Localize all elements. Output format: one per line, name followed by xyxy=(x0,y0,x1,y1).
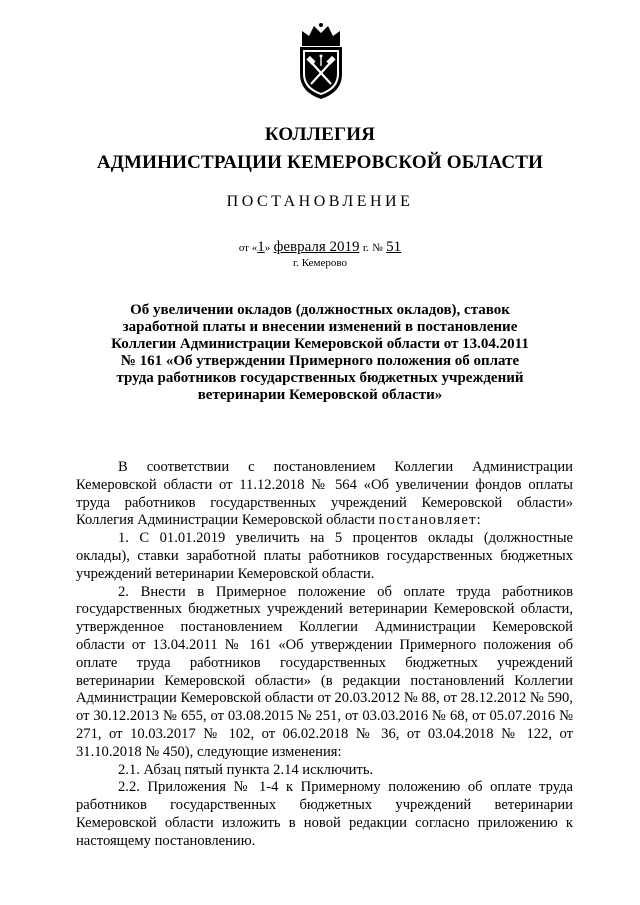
document-number: 51 xyxy=(386,239,402,255)
paragraph-preamble xyxy=(76,459,573,530)
paragraph-1: 1. С 01.01.2019 увеличить на 5 процентов оклады (должностные оклады), ставки заработной платы работников государственных бюджетных учреждений ветеринарии Кемеровской области. xyxy=(76,530,573,582)
number-label: № xyxy=(372,242,383,254)
preamble-text: В соответствии с постановлением Коллегии Администрации Кемеровской области от 11.12.2018 № 564 «Об увеличении фондов оплаты труда работников государственных учреждений Кемеровской области» Коллегия Администрации Кемеровской области xyxy=(76,459,573,529)
org-name-line2: АДМИНИСТРАЦИИ КЕМЕРОВСКОЙ ОБЛАСТИ xyxy=(96,152,544,173)
document-body xyxy=(76,459,573,851)
date-quote-close: » xyxy=(264,242,271,254)
date-line xyxy=(0,239,640,256)
date-from-label: от « xyxy=(238,242,258,254)
paragraph-2: 2. Внести в Примерное положение об оплате труда работников государственных бюджетных учреждений ветеринарии Кемеровской области, утвержденное постановлением Коллегии Администрации Кемеровской области от 13.04.2011 № 161 «Об утверждении Примерного положения об оплате труда работников государственных бюджетных учреждений ветеринарии Кемеровской области» (в редакции постановлений Коллегии Администрации Кемеровской области от 20.03.2012 № 88, от 28.12.2012 № 590, от 30.12.2013 № 655, от 03.08.2015 № 251, от 03.03.2016 № 68, от 05.07.2016 № 271, от 10.03.2017 № 102, от 06.02.2018 № 36, от 03.04.2018 № 122, от 31.10.2018 № 450), следующие изменения: xyxy=(76,583,573,760)
paragraph-2-2: 2.2. Приложения № 1-4 к Примерному положению об оплате труда работников государственных бюджетных учреждений ветеринарии Кемеровской области изложить в новой редакции согласно приложению к настоящему постановлению. xyxy=(76,779,573,849)
date-month-year: февраля 2019 xyxy=(273,239,360,255)
decree-word: постановляет: xyxy=(378,512,482,529)
city: г. Кемерово xyxy=(292,257,348,269)
paragraph-2-1: 2.1. Абзац пятый пункта 2.14 исключить. xyxy=(118,761,374,778)
date-day: 1 xyxy=(257,239,265,255)
coat-of-arms-icon xyxy=(294,22,348,102)
document-title: Об увеличении окладов (должностных окладов), ставок заработной платы и внесении изменений в постановление Коллегии Администрации Кемеровской области от 13.04.2011 № 161 «Об утверждении Примерного положения об оплате труда работников государственных бюджетных учреждений ветеринарии Кемеровской области» xyxy=(111,302,529,403)
document-type: ПОСТАНОВЛЕНИЕ xyxy=(226,193,414,210)
org-name-line1: КОЛЛЕГИЯ xyxy=(264,124,376,145)
date-year-suffix: г. xyxy=(362,242,369,254)
